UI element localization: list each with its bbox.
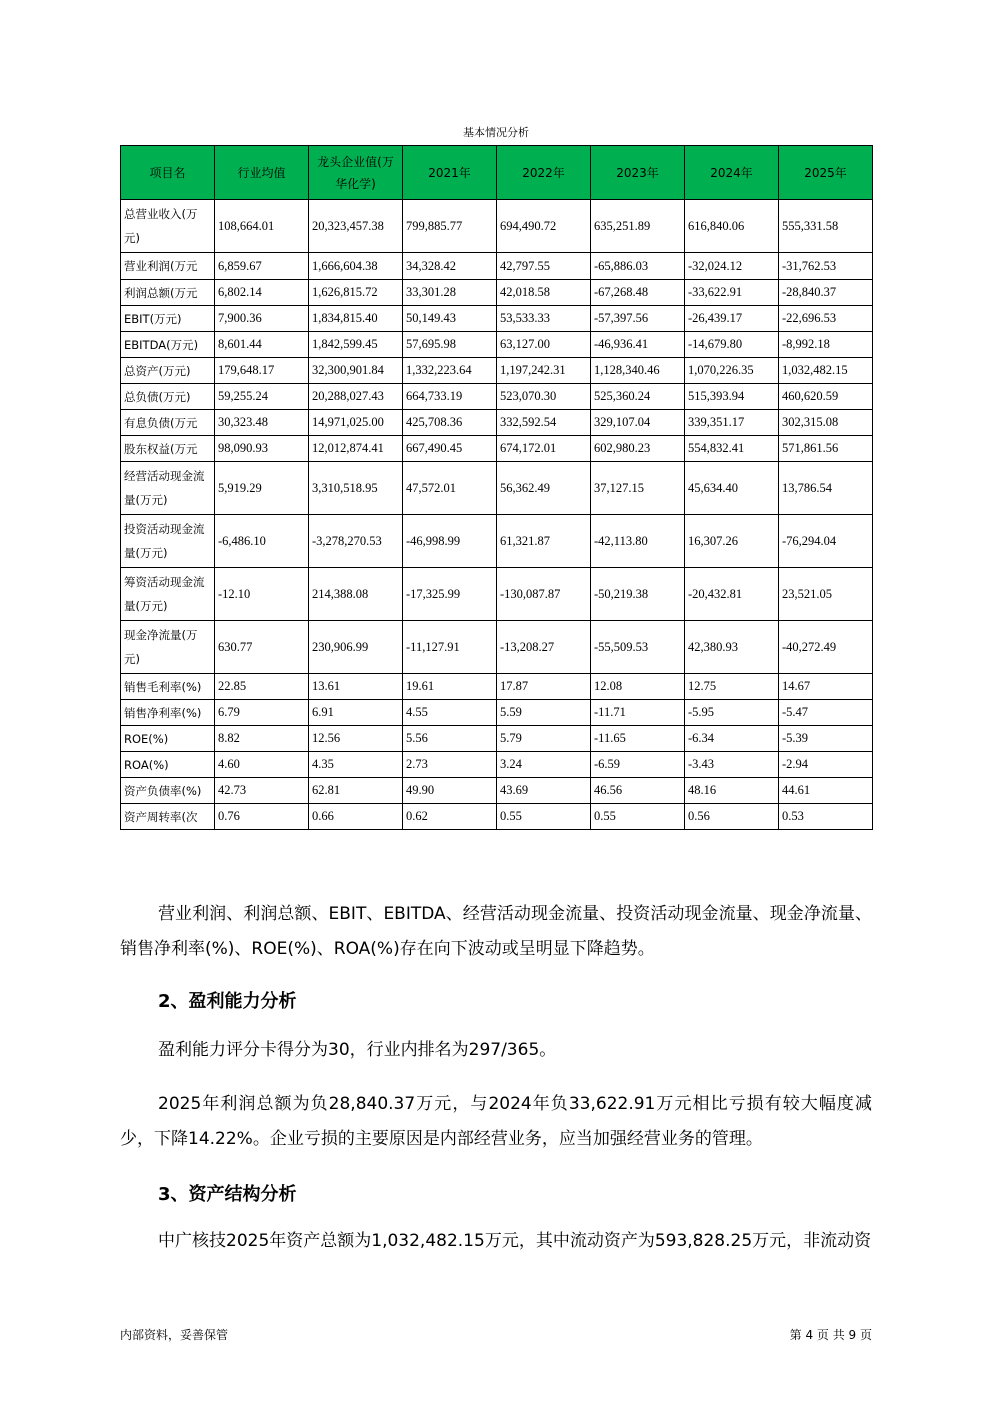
- header-cell: 2023年: [591, 146, 685, 200]
- table-cell: 4.60: [215, 752, 309, 778]
- table-cell: 1,197,242.31: [497, 358, 591, 384]
- table-cell: 230,906.99: [309, 621, 403, 674]
- table-cell: 14,971,025.00: [309, 410, 403, 436]
- table-cell: -5.47: [779, 700, 873, 726]
- table-cell: 0.66: [309, 804, 403, 830]
- row-label: 总资产(万元): [121, 358, 215, 384]
- header-cell: 龙头企业值(万华化学): [309, 146, 403, 200]
- table-cell: 49.90: [403, 778, 497, 804]
- table-cell: 616,840.06: [685, 200, 779, 253]
- table-cell: 57,695.98: [403, 332, 497, 358]
- table-cell: -2.94: [779, 752, 873, 778]
- row-label: 总营业收入(万元): [121, 200, 215, 253]
- section-heading-asset-structure: 3、资产结构分析: [158, 1184, 297, 1205]
- table-cell: 42,797.55: [497, 253, 591, 280]
- table-cell: 8.82: [215, 726, 309, 752]
- row-label: 利润总额(万元: [121, 280, 215, 306]
- table-cell: 23,521.05: [779, 568, 873, 621]
- row-label: 营业利润(万元: [121, 253, 215, 280]
- table-cell: 1,666,604.38: [309, 253, 403, 280]
- table-cell: 664,733.19: [403, 384, 497, 410]
- table-cell: 43.69: [497, 778, 591, 804]
- table-cell: -50,219.38: [591, 568, 685, 621]
- header-cell: 2022年: [497, 146, 591, 200]
- table-cell: 674,172.01: [497, 436, 591, 462]
- table-cell: -22,696.53: [779, 306, 873, 332]
- header-cell: 行业均值: [215, 146, 309, 200]
- table-row: [121, 700, 873, 726]
- table-cell: -26,439.17: [685, 306, 779, 332]
- table-cell: 425,708.36: [403, 410, 497, 436]
- table-cell: 3.24: [497, 752, 591, 778]
- table-row: [121, 332, 873, 358]
- row-label: 投资活动现金流量(万元): [121, 515, 215, 568]
- table-cell: -20,432.81: [685, 568, 779, 621]
- table-cell: -8,992.18: [779, 332, 873, 358]
- table-cell: -11.65: [591, 726, 685, 752]
- table-cell: 554,832.41: [685, 436, 779, 462]
- table-cell: -6.34: [685, 726, 779, 752]
- header-cell: 项目名: [121, 146, 215, 200]
- table-cell: 45,634.40: [685, 462, 779, 515]
- row-label: ROA(%): [121, 752, 215, 778]
- table-cell: 5.79: [497, 726, 591, 752]
- header-cell: 2021年: [403, 146, 497, 200]
- table-cell: 515,393.94: [685, 384, 779, 410]
- table-cell: 1,128,340.46: [591, 358, 685, 384]
- table-cell: -6.59: [591, 752, 685, 778]
- table-cell: 630.77: [215, 621, 309, 674]
- table-cell: 48.16: [685, 778, 779, 804]
- table-cell: 0.53: [779, 804, 873, 830]
- table-cell: 61,321.87: [497, 515, 591, 568]
- table-cell: 302,315.08: [779, 410, 873, 436]
- table-cell: 4.55: [403, 700, 497, 726]
- row-label: ROE(%): [121, 726, 215, 752]
- table-cell: -3,278,270.53: [309, 515, 403, 568]
- table-cell: 56,362.49: [497, 462, 591, 515]
- table-cell: 12.56: [309, 726, 403, 752]
- table-row: [121, 384, 873, 410]
- table-cell: 555,331.58: [779, 200, 873, 253]
- table-cell: 2.73: [403, 752, 497, 778]
- table-cell: 0.55: [497, 804, 591, 830]
- table-cell: 19.61: [403, 674, 497, 700]
- table-cell: -57,397.56: [591, 306, 685, 332]
- row-label: 销售净利率(%): [121, 700, 215, 726]
- table-cell: 214,388.08: [309, 568, 403, 621]
- table-cell: 0.76: [215, 804, 309, 830]
- table-cell: 339,351.17: [685, 410, 779, 436]
- table-row: [121, 410, 873, 436]
- table-cell: 329,107.04: [591, 410, 685, 436]
- table-cell: 602,980.23: [591, 436, 685, 462]
- paragraph-profit: 2025年利润总额为负28,840.37万元，与2024年负33,622.91万元相比亏损有较大幅度减少，下降14.22%。企业亏损的主要原因是内部经营业务，应当加强经营业务的管理。: [120, 1094, 872, 1149]
- table-cell: 13,786.54: [779, 462, 873, 515]
- table-row: [121, 358, 873, 384]
- table-row: [121, 621, 873, 674]
- row-label: 总负债(万元): [121, 384, 215, 410]
- table-cell: 42.73: [215, 778, 309, 804]
- section-heading-profitability: 2、盈利能力分析: [158, 991, 297, 1012]
- row-label: EBITDA(万元): [121, 332, 215, 358]
- table-cell: -12.10: [215, 568, 309, 621]
- table-cell: 460,620.59: [779, 384, 873, 410]
- row-label: 资产负债率(%): [121, 778, 215, 804]
- table-cell: -40,272.49: [779, 621, 873, 674]
- table-row: [121, 200, 873, 253]
- table-cell: 20,288,027.43: [309, 384, 403, 410]
- table-cell: 8,601.44: [215, 332, 309, 358]
- table-cell: 50,149.43: [403, 306, 497, 332]
- table-cell: 53,533.33: [497, 306, 591, 332]
- table-cell: 12.75: [685, 674, 779, 700]
- table-cell: 525,360.24: [591, 384, 685, 410]
- table-row: [121, 726, 873, 752]
- table-cell: 0.62: [403, 804, 497, 830]
- table-cell: 1,626,815.72: [309, 280, 403, 306]
- table-row: [121, 674, 873, 700]
- row-label: 销售毛利率(%): [121, 674, 215, 700]
- table-cell: 1,032,482.15: [779, 358, 873, 384]
- table-cell: -5.39: [779, 726, 873, 752]
- table-cell: -13,208.27: [497, 621, 591, 674]
- table-cell: -55,509.53: [591, 621, 685, 674]
- footer-confidential: 内部资料，妥善保管: [120, 1328, 229, 1342]
- table-cell: 42,380.93: [685, 621, 779, 674]
- table-cell: -31,762.53: [779, 253, 873, 280]
- table-cell: 22.85: [215, 674, 309, 700]
- paragraph-score: 盈利能力评分卡得分为30，行业内排名为297/365。: [158, 1040, 557, 1060]
- table-cell: 46.56: [591, 778, 685, 804]
- table-cell: 34,328.42: [403, 253, 497, 280]
- table-row: [121, 462, 873, 515]
- header-cell: 2024年: [685, 146, 779, 200]
- table-cell: 1,070,226.35: [685, 358, 779, 384]
- table-cell: 6.91: [309, 700, 403, 726]
- table-cell: 13.61: [309, 674, 403, 700]
- table-cell: -5.95: [685, 700, 779, 726]
- table-row: [121, 752, 873, 778]
- table-cell: -11,127.91: [403, 621, 497, 674]
- row-label: 资产周转率(次: [121, 804, 215, 830]
- table-cell: 635,251.89: [591, 200, 685, 253]
- table-cell: 6,859.67: [215, 253, 309, 280]
- table-cell: 30,323.48: [215, 410, 309, 436]
- table-cell: 799,885.77: [403, 200, 497, 253]
- header-cell: 2025年: [779, 146, 873, 200]
- table-row: [121, 778, 873, 804]
- table-cell: -17,325.99: [403, 568, 497, 621]
- table-cell: 5.56: [403, 726, 497, 752]
- row-label: 经营活动现金流量(万元): [121, 462, 215, 515]
- table-cell: 44.61: [779, 778, 873, 804]
- table-cell: 62.81: [309, 778, 403, 804]
- table-cell: 179,648.17: [215, 358, 309, 384]
- table-cell: 32,300,901.84: [309, 358, 403, 384]
- table-cell: -42,113.80: [591, 515, 685, 568]
- table-header-row: [121, 146, 873, 200]
- row-label: 股东权益(万元: [121, 436, 215, 462]
- basic-analysis-table: [120, 145, 873, 830]
- table-row: [121, 804, 873, 830]
- table-cell: 3,310,518.95: [309, 462, 403, 515]
- table-cell: -46,998.99: [403, 515, 497, 568]
- table-cell: 4.35: [309, 752, 403, 778]
- table-row: [121, 436, 873, 462]
- table-cell: 6,802.14: [215, 280, 309, 306]
- table-cell: 1,834,815.40: [309, 306, 403, 332]
- table-cell: -33,622.91: [685, 280, 779, 306]
- table-cell: 20,323,457.38: [309, 200, 403, 253]
- table-cell: 1,332,223.64: [403, 358, 497, 384]
- table-cell: 47,572.01: [403, 462, 497, 515]
- table-cell: 0.56: [685, 804, 779, 830]
- table-cell: -32,024.12: [685, 253, 779, 280]
- row-label: 筹资活动现金流量(万元): [121, 568, 215, 621]
- table-row: [121, 280, 873, 306]
- footer-page-number: 第 4 页 共 9 页: [789, 1328, 872, 1342]
- table-cell: -76,294.04: [779, 515, 873, 568]
- table-cell: 667,490.45: [403, 436, 497, 462]
- table-cell: 7,900.36: [215, 306, 309, 332]
- table-row: [121, 253, 873, 280]
- table-cell: 0.55: [591, 804, 685, 830]
- table-cell: -46,936.41: [591, 332, 685, 358]
- table-cell: 12.08: [591, 674, 685, 700]
- paragraph-assets: 中广核技2025年资产总额为1,032,482.15万元，其中流动资产为593,828.25万元，非流动资: [158, 1231, 872, 1251]
- table-cell: 17.87: [497, 674, 591, 700]
- table-cell: 98,090.93: [215, 436, 309, 462]
- table-cell: 523,070.30: [497, 384, 591, 410]
- table-row: [121, 306, 873, 332]
- table-cell: 42,018.58: [497, 280, 591, 306]
- table-cell: 332,592.54: [497, 410, 591, 436]
- table-cell: 16,307.26: [685, 515, 779, 568]
- table-cell: -130,087.87: [497, 568, 591, 621]
- row-label: 现金净流量(万元): [121, 621, 215, 674]
- table-caption: 基本情况分析: [463, 126, 529, 139]
- row-label: EBIT(万元): [121, 306, 215, 332]
- table-cell: 63,127.00: [497, 332, 591, 358]
- table-cell: 33,301.28: [403, 280, 497, 306]
- table-cell: 14.67: [779, 674, 873, 700]
- paragraph-trend: 营业利润、利润总额、EBIT、EBITDA、经营活动现金流量、投资活动现金流量、现金净流量、销售净利率(%)、ROE(%)、ROA(%)存在向下波动或呈明显下降趋势。: [120, 904, 872, 959]
- table-cell: -6,486.10: [215, 515, 309, 568]
- table-cell: -3.43: [685, 752, 779, 778]
- table-cell: -65,886.03: [591, 253, 685, 280]
- table-cell: -14,679.80: [685, 332, 779, 358]
- table-cell: -11.71: [591, 700, 685, 726]
- table-cell: 694,490.72: [497, 200, 591, 253]
- table-row: [121, 568, 873, 621]
- table-cell: 571,861.56: [779, 436, 873, 462]
- row-label: 有息负债(万元: [121, 410, 215, 436]
- table-row: [121, 515, 873, 568]
- table-cell: 1,842,599.45: [309, 332, 403, 358]
- table-cell: 108,664.01: [215, 200, 309, 253]
- table-cell: 5.59: [497, 700, 591, 726]
- table-cell: 59,255.24: [215, 384, 309, 410]
- table-cell: 6.79: [215, 700, 309, 726]
- table-cell: 12,012,874.41: [309, 436, 403, 462]
- table-cell: 37,127.15: [591, 462, 685, 515]
- table-cell: 5,919.29: [215, 462, 309, 515]
- table-cell: -67,268.48: [591, 280, 685, 306]
- table-cell: -28,840.37: [779, 280, 873, 306]
